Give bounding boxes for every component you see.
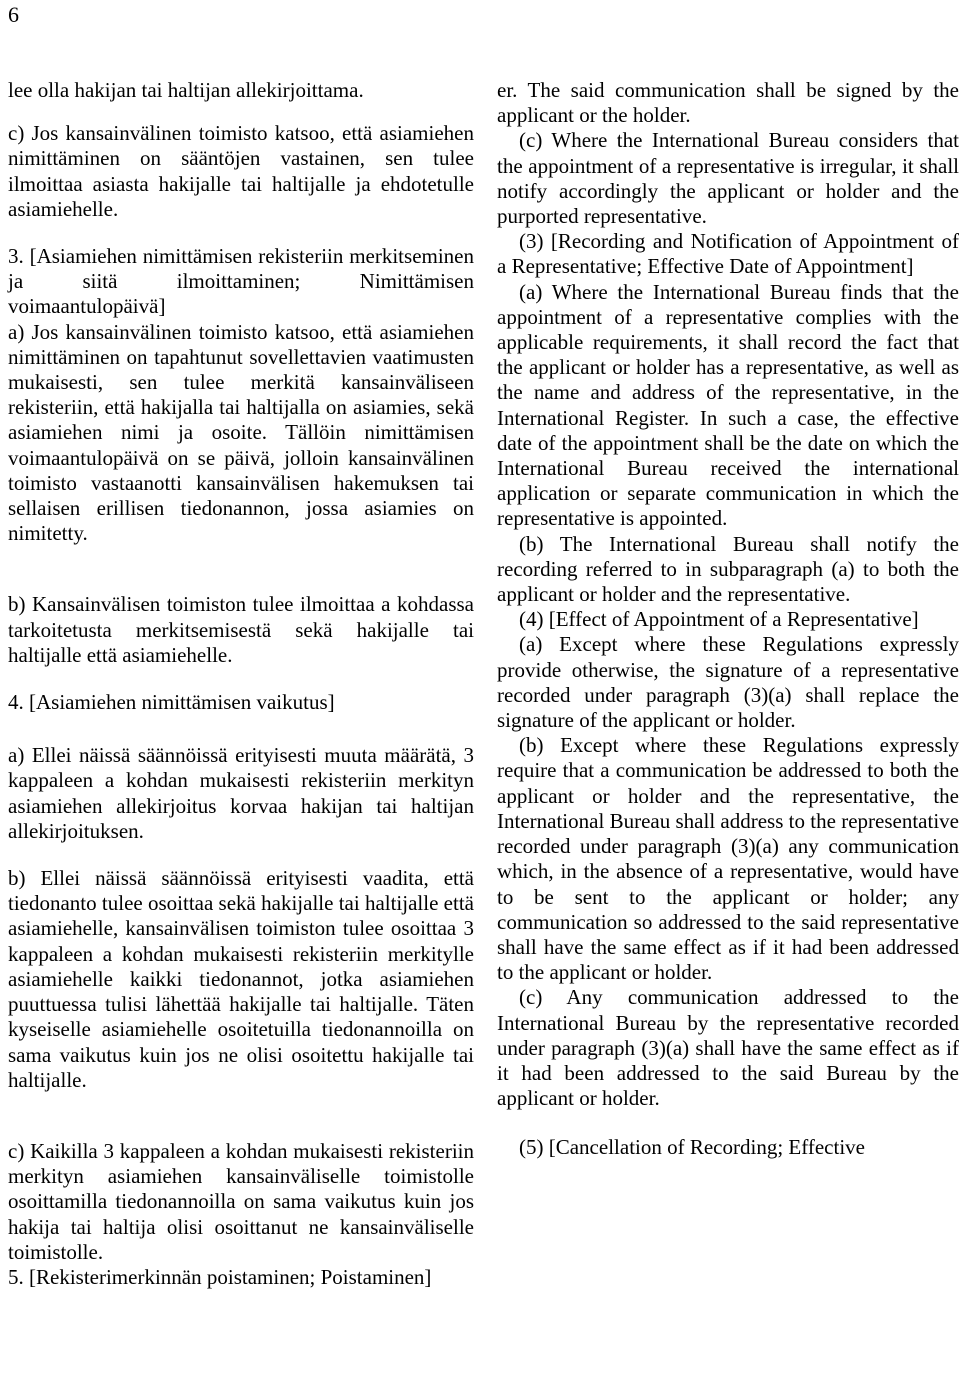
en-paragraph: er. The said communication shall be signed by the applicant or the holder. bbox=[497, 78, 959, 128]
fi-paragraph: b) Ellei näissä säännöissä erityisesti vaadita, että tiedonanto tulee osoittaa sekä hakijalle tai haltijalle että asiamiehelle, kansainvälisen toimiston tulee osoittaa 3 kappaleen a kohdan mukaisesti rekisteriin merkitylle asiamiehelle kaikki tiedonannot, jotka asiamiehen puuttuessa tulisi lähettää hakijalle tai haltijalle. Täten kyseiselle asiamiehelle osoitetuilla tiedonannoilla on sama vaikutus kuin jos ne olisi osoitettu hakijalle tai haltijalle. bbox=[8, 866, 474, 1092]
fi-paragraph: c) Jos kansainvälinen toimisto katsoo, että asiamiehen nimittäminen on sääntöjen vastainen, sen tulee ilmoittaa asiasta hakijalle tai haltijalle ja ehdotetulle asiamiehelle. bbox=[8, 121, 474, 221]
en-paragraph: (b) Except where these Regulations expressly require that a communication be addressed to both the applicant or holder and the representative, the International Bureau shall address to the representative recorded under paragraph (3)(a) any communication which, in the absence of a representative, would have to be sent to the applicant or holder; any communication so addressed to the said representative shall have the same effect as if it had been addressed to the applicant or holder. bbox=[497, 733, 959, 985]
en-section-heading: (4) [Effect of Appointment of a Representative] bbox=[519, 607, 919, 632]
en-paragraph: (a) Where the International Bureau finds that the appointment of a representative complies with the applicable requirements, it shall record the fact that the applicant or holder has a representative, as well as the name and address of the representative, in the International Register. In such a case, the effective date of the appointment shall be the date on which the International Bureau received the international application or separate communication in which the representative is appointed. bbox=[497, 279, 959, 531]
finnish-column bbox=[8, 78, 474, 1290]
en-paragraph: (a) Except where these Regulations expressly provide otherwise, the signature of a representative recorded under paragraph (3)(a) shall replace the signature of the applicant or holder. bbox=[497, 632, 959, 733]
fi-paragraph: a) Ellei näissä säännöissä erityisesti muuta määrätä, 3 kappaleen a kohdan mukaisesti rekisteriin merkityn asiamiehen allekirjoitus korvaa hakijan tai haltijan allekirjoituksen. bbox=[8, 743, 474, 843]
fi-paragraph: a) Jos kansainvälinen toimisto katsoo, että asiamiehen nimittäminen on tapahtunut sovellettavien vaatimusten mukaisesti, sen tulee merkitä kansainväliseen rekisteriin, että hakijalla tai haltijalla on asiamies, sekä asiamiehen nimi ja osoite. Tällöin nimittämisen voimaantulopäivä on se päivä, jolloin kansainvälinen toimisto vastaanotti kansainvälisen hakemuksen tai sellaisen erillisen tiedonannon, jossa asiamies on nimitetty. bbox=[8, 319, 474, 546]
page-number: 6 bbox=[8, 2, 19, 27]
en-paragraph: (b) The International Bureau shall notify the recording referred to in subparagraph (a) to both the applicant or holder and the representative. bbox=[497, 531, 959, 607]
fi-paragraph: c) Kaikilla 3 kappaleen a kohdan mukaisesti rekisteriin merkityn asiamiehen kansainväliselle toimistolle osoittamilla tiedonannoilla on sama vaikutus kuin jos hakija tai haltija olisi osoittanut ne kansainväliselle toimistolle. bbox=[8, 1138, 474, 1264]
fi-section-heading: 5. [Rekisterimerkinnän poistaminen; Poistaminen] bbox=[8, 1264, 432, 1289]
en-paragraph: (c) Where the International Bureau considers that the appointment of a representative is irregular, it shall notify accordingly the applicant or holder and the purported representative. bbox=[497, 128, 959, 229]
en-section-heading: (5) [Cancellation of Recording; Effective bbox=[519, 1135, 865, 1160]
english-column bbox=[497, 78, 959, 1161]
fi-paragraph: lee olla hakijan tai haltijan allekirjoittama. bbox=[8, 78, 364, 102]
fi-paragraph: b) Kansainvälisen toimiston tulee ilmoittaa a kohdassa tarkoitetusta merkitsemisestä sekä hakijalle tai haltijalle että asiamiehelle. bbox=[8, 592, 474, 667]
en-section-heading: (3) [Recording and Notification of Appointment of a Representative; Effective Date of Appointment] bbox=[497, 229, 959, 279]
en-paragraph: (c) Any communication addressed to the International Bureau by the representative recorded under paragraph (3)(a) shall have the same effect as if it had been addressed to the said Bureau by the applicant or holder. bbox=[497, 985, 959, 1111]
fi-section-heading: 4. [Asiamiehen nimittämisen vaikutus] bbox=[8, 690, 335, 715]
fi-section-heading: 3. [Asiamiehen nimittämisen rekisteriin merkitseminen ja siitä ilmoittaminen; Nimittämisen voimaantulopäivä] bbox=[8, 244, 474, 319]
